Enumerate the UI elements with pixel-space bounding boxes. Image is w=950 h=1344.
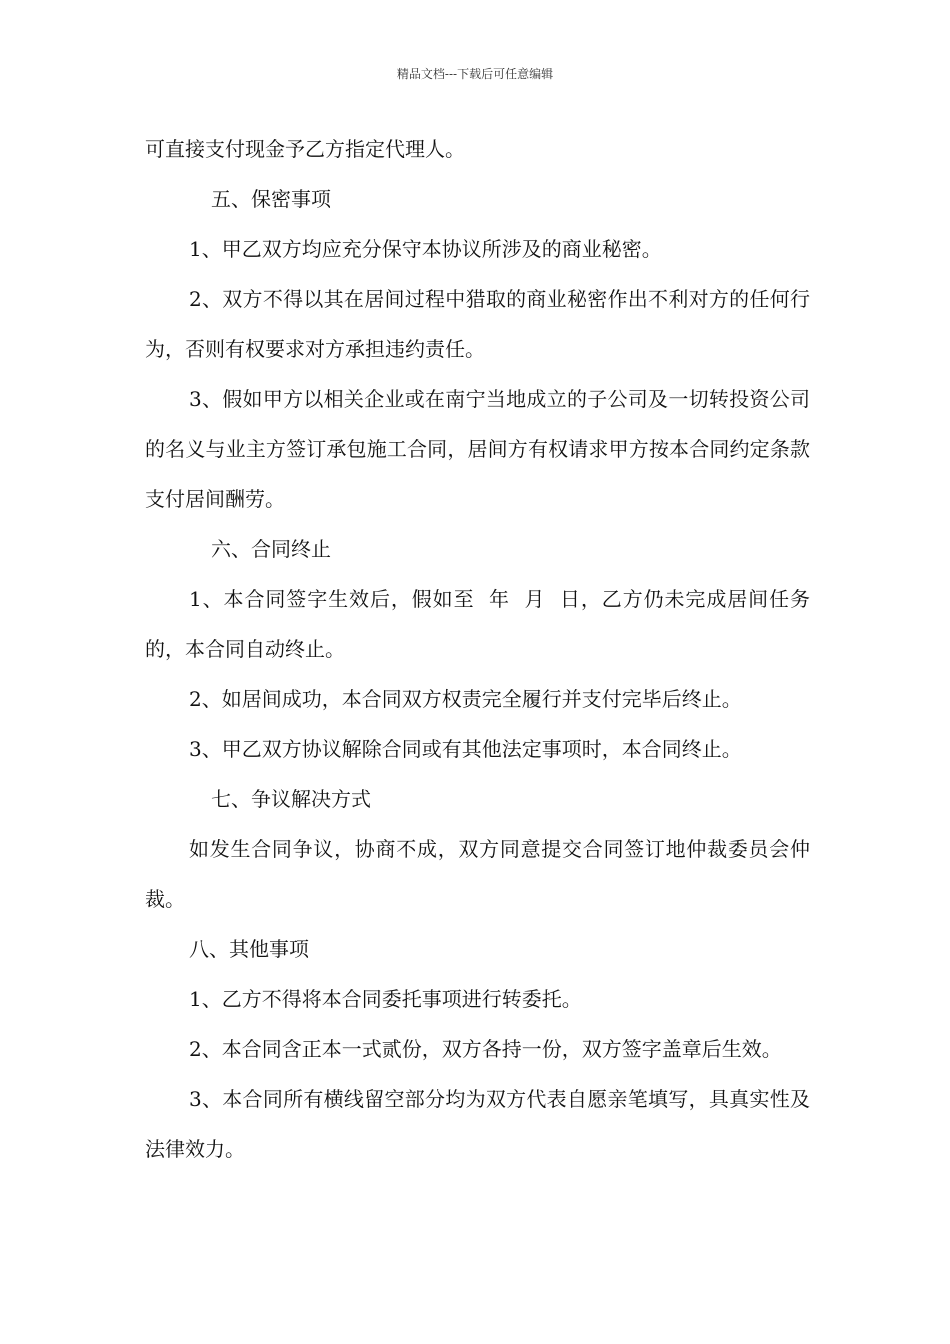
document-body xyxy=(145,124,810,1174)
clause-paragraph: 1、乙方不得将本合同委托事项进行转委托。 xyxy=(189,987,582,1011)
clause-paragraph: 1、本合同签字生效后，假如至 年 月 日，乙方仍未完成居间任务的，本合同自动终止。 xyxy=(145,587,810,661)
clause-paragraph: 如发生合同争议，协商不成，双方同意提交合同签订地仲裁委员会仲裁。 xyxy=(145,837,810,911)
section-heading-dispute-resolution: 七、争议解决方式 xyxy=(211,787,371,811)
section-heading-other-matters: 八、其他事项 xyxy=(189,937,309,961)
clause-paragraph: 3、本合同所有横线留空部分均为双方代表自愿亲笔填写，具真实性及法律效力。 xyxy=(145,1087,810,1161)
section-heading-termination: 六、合同终止 xyxy=(211,537,331,561)
clause-paragraph: 2、如居间成功，本合同双方权责完全履行并支付完毕后终止。 xyxy=(189,687,742,711)
clause-paragraph: 2、双方不得以其在居间过程中猎取的商业秘密作出不利对方的任何行为，否则有权要求对方承担违约责任。 xyxy=(145,287,810,361)
clause-paragraph: 3、假如甲方以相关企业或在南宁当地成立的子公司及一切转投资公司的名义与业主方签订承包施工合同，居间方有权请求甲方按本合同约定条款支付居间酬劳。 xyxy=(145,387,810,511)
clause-paragraph: 3、甲乙双方协议解除合同或有其他法定事项时，本合同终止。 xyxy=(189,737,742,761)
section-heading-confidentiality: 五、保密事项 xyxy=(211,187,331,211)
clause-paragraph: 1、甲乙双方均应充分保守本协议所涉及的商业秘密。 xyxy=(189,237,662,261)
paragraph-continuation: 可直接支付现金予乙方指定代理人。 xyxy=(145,137,465,161)
clause-paragraph: 2、本合同含正本一式贰份，双方各持一份，双方签字盖章后生效。 xyxy=(189,1037,782,1061)
page-header: 精品文档---下载后可任意编辑 xyxy=(396,67,554,81)
